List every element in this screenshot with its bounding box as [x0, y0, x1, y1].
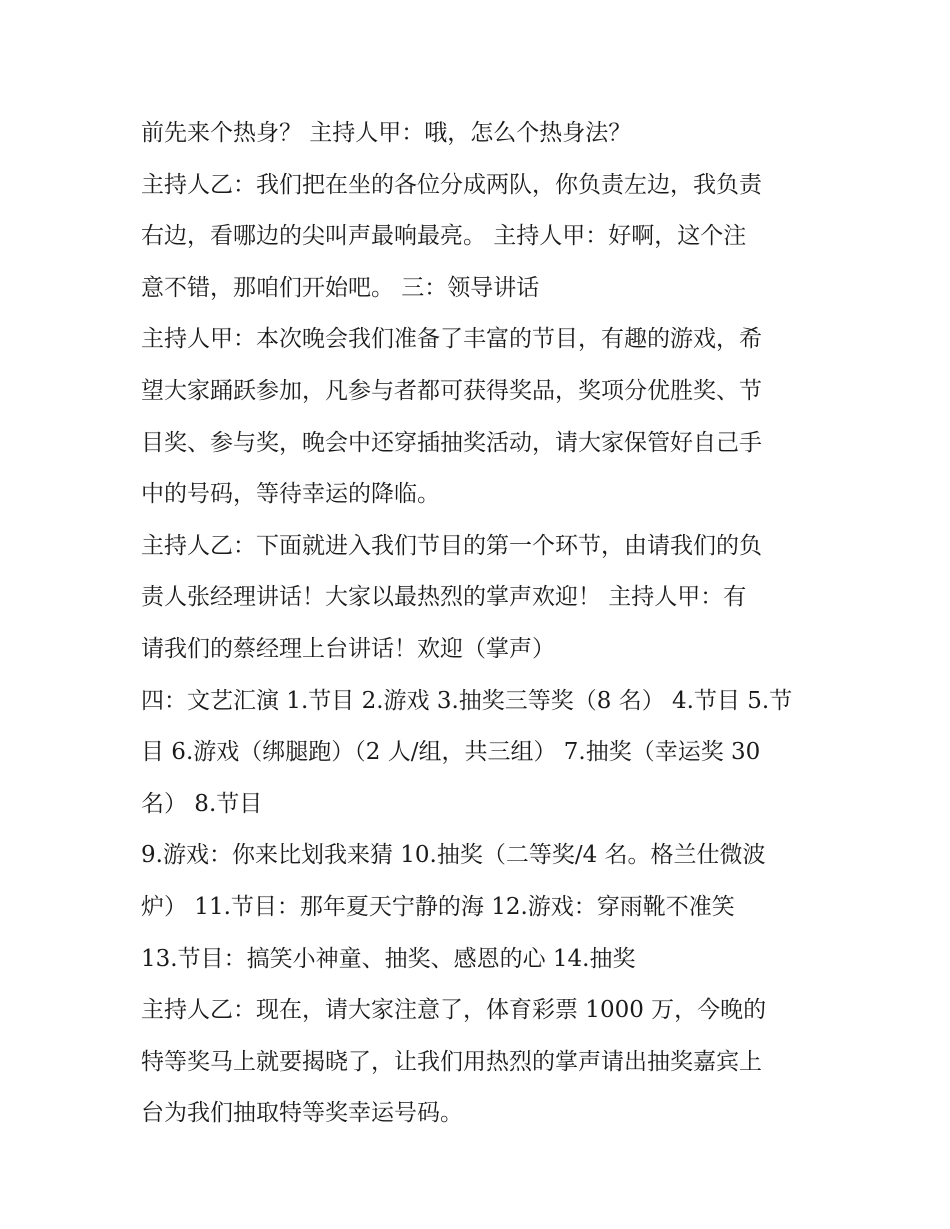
text-line: 四：文艺汇演 1.节目 2.游戏 3.抽奖三等奖（8 名） 4.节目 5.节 [141, 687, 793, 714]
text-line: 右边，看哪边的尖叫声最响最亮。 主持人甲：好啊，这个注 [141, 223, 747, 250]
text-line: 台为我们抽取特等奖幸运号码。 [141, 1100, 463, 1127]
text-line: 请我们的蔡经理上台讲话！欢迎（掌声） [141, 635, 555, 662]
text-line: 特等奖马上就要揭晓了，让我们用热烈的掌声请出抽奖嘉宾上 [141, 1048, 762, 1075]
text-line: 主持人乙：现在，请大家注意了，体育彩票 1000 万，今晚的 [141, 997, 767, 1024]
text-line: 前先来个热身？ 主持人甲：哦，怎么个热身法？ [141, 120, 632, 146]
text-line: 炉） 11.节目：那年夏天宁静的海 12.游戏：穿雨靴不准笑 [141, 893, 735, 920]
text-line: 9.游戏：你来比划我来猜 10.抽奖（二等奖/4 名。格兰仕微波 [141, 842, 766, 869]
text-line: 目奖、参与奖，晚会中还穿插抽奖活动，请大家保管好自己手 [141, 429, 762, 456]
text-line: 13.节目：搞笑小神童、抽奖、感恩的心 14.抽奖 [141, 945, 636, 972]
text-line: 中的号码，等待幸运的降临。 [141, 481, 440, 508]
text-line: 目 6.游戏（绑腿跑）（2 人/组，共三组） 7.抽奖（幸运奖 30 [141, 739, 761, 766]
text-line: 意不错，那咱们开始吧。 三：领导讲话 [141, 274, 540, 301]
text-line: 主持人乙：我们把在坐的各位分成两队，你负责左边，我负责 [141, 171, 762, 198]
document-body [141, 108, 821, 1140]
text-line: 责人张经理讲话！大家以最热烈的掌声欢迎！ 主持人甲：有 [141, 584, 747, 611]
text-line: 主持人乙：下面就进入我们节目的第一个环节，由请我们的负 [141, 532, 762, 559]
text-line: 名） 8.节目 [141, 790, 263, 817]
text-line: 主持人甲：本次晚会我们准备了丰富的节目，有趣的游戏，希 [141, 326, 762, 353]
text-line: 望大家踊跃参加，凡参与者都可获得奖品，奖项分优胜奖、节 [141, 377, 762, 404]
